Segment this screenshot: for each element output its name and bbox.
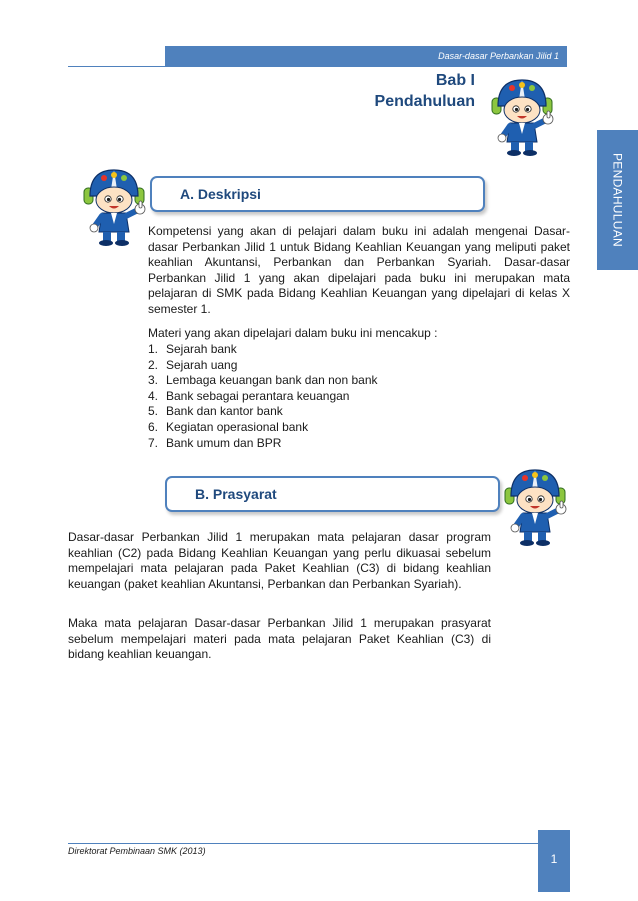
section-a-paragraph: Kompetensi yang akan di pelajari dalam buku ini adalah mengenai Dasar-dasar Perbankan Jilid 1 untuk Bidang Keahlian Keuangan yang meliputi paket keahlian Akuntansi, Perbankan dan Perbankan Syariah. Dasar-dasar Perbankan Jilid 1 yang akan dipelajari pada buku ini merupakan mata pelajaran di SMK pada Bidang Keahlian Keuangan yang dipelajari di kelas X semester 1. <box>148 224 570 316</box>
list-item: 4. Bank sebagai perantara keuangan <box>148 388 350 403</box>
chapter-number: Bab I <box>435 72 475 89</box>
list-item: 5. Bank dan kantor bank <box>148 404 283 419</box>
chapter-side-tab <box>597 130 638 270</box>
list-item: 3. Lembaga keuangan bank dan non bank <box>148 373 378 388</box>
running-header-title: Dasar-dasar Perbankan Jilid 1 <box>438 51 559 61</box>
list-item: 7. Bank umum dan BPR <box>148 435 282 450</box>
mascot-illustration-chapter <box>490 76 554 158</box>
mascot-illustration-section-a <box>82 166 146 248</box>
list-item: 1. Sejarah bank <box>148 342 237 356</box>
topic-list <box>148 342 378 451</box>
section-a-list-intro: Materi yang akan dipelajari dalam buku ini mencakup : <box>148 326 438 340</box>
list-item: 2. Sejarah uang <box>148 357 238 372</box>
page-number-box <box>538 830 570 892</box>
section-b-heading: B. Prasyarat <box>195 486 277 502</box>
list-item: 6. Kegiatan operasional bank <box>148 419 309 434</box>
page-number: 1 <box>550 852 558 866</box>
side-tab-label: PENDAHULUAN <box>610 153 625 247</box>
section-a-heading: A. Deskripsi <box>180 186 261 202</box>
footer-publisher: Direktorat Pembinaan SMK (2013) <box>68 846 206 856</box>
chapter-heading <box>375 70 475 112</box>
chapter-title: Pendahuluan <box>374 93 475 110</box>
running-header <box>165 46 567 66</box>
header-rule <box>68 66 567 67</box>
section-b-paragraph-1: Dasar-dasar Perbankan Jilid 1 merupakan mata pelajaran dasar program keahlian (C2) pada Bidang Keahlian Keuangan yang perlu dikuasai sebelum mempelajari mata pelajaran pada Paket Keahlian (C3) di bidang keahlian keuangan (paket keahlian Akuntansi, Perbankan dan Perbankan Syariah). <box>68 530 491 591</box>
mascot-illustration-section-b <box>503 466 567 548</box>
section-b-paragraph-2: Maka mata pelajaran Dasar-dasar Perbankan Jilid 1 merupakan prasyarat sebelum mempelajari materi pada mata pelajaran Paket Keahlian (C3) di bidang keahlian keuangan. <box>68 616 491 662</box>
section-b-heading-box <box>165 476 500 512</box>
footer-rule <box>68 843 538 844</box>
section-a-heading-box <box>150 176 485 212</box>
